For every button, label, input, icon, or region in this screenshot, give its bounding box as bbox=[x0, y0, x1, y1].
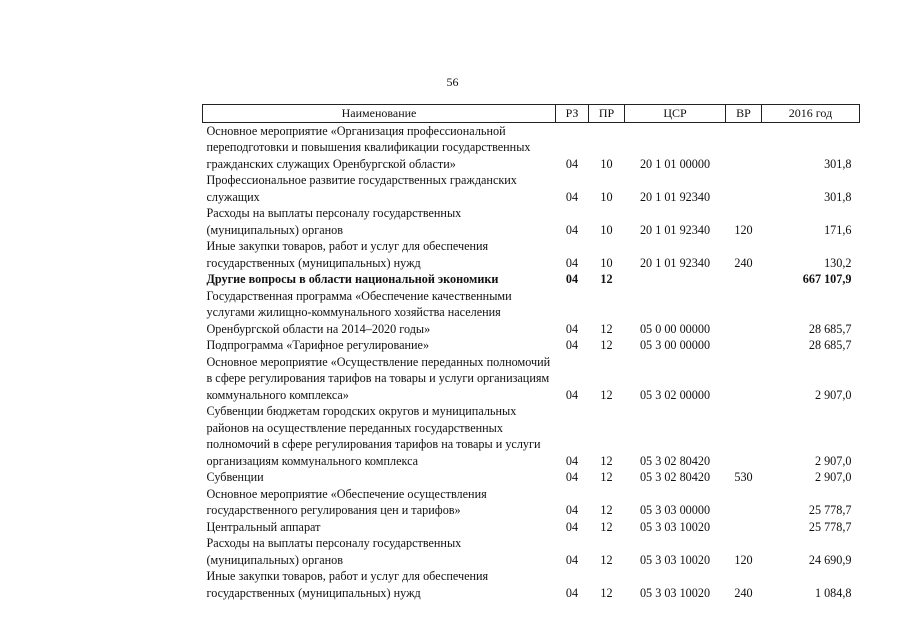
row-amount: 171,6 bbox=[824, 222, 852, 237]
row-vr bbox=[726, 288, 762, 338]
table-row bbox=[203, 568, 860, 601]
row-amount: 1 084,8 bbox=[814, 585, 852, 600]
row-vr bbox=[726, 122, 762, 172]
row-name: Основное мероприятие «Обеспечение осуществления государственного регулирования цен и тарифов» bbox=[206, 486, 487, 517]
row-csr: 20 1 01 92340 bbox=[639, 255, 711, 270]
budget-table bbox=[202, 104, 860, 601]
header-rz: РЗ bbox=[556, 105, 589, 123]
row-pr: 12 bbox=[600, 272, 613, 286]
row-csr: 20 1 01 00000 bbox=[639, 156, 711, 171]
row-amount: 25 778,7 bbox=[808, 503, 852, 517]
page-number: 56 bbox=[446, 75, 459, 89]
row-csr: 05 0 00 00000 bbox=[639, 321, 711, 336]
row-name: Подпрограмма «Тарифное регулирование» bbox=[206, 338, 430, 352]
row-rz: 04 bbox=[565, 470, 579, 484]
row-vr bbox=[726, 519, 762, 536]
row-amount: 301,8 bbox=[824, 189, 852, 204]
row-name: Основное мероприятие «Осуществление переданных полномочий в сфере регулирования тарифов на товары и услуги организациям коммунального комплекса» bbox=[206, 354, 551, 402]
row-csr: 05 3 02 80420 bbox=[639, 470, 711, 484]
header-name: Наименование bbox=[203, 105, 556, 123]
table-row bbox=[203, 238, 860, 271]
row-amount: 2 907,0 bbox=[814, 453, 852, 468]
row-amount: 130,2 bbox=[824, 255, 852, 270]
row-vr bbox=[726, 403, 762, 469]
header-vr: ВР bbox=[726, 105, 762, 123]
row-amount: 667 107,9 bbox=[802, 272, 852, 286]
row-pr: 12 bbox=[600, 453, 613, 468]
row-name: Субвенции бюджетам городских округов и муниципальных районов на осуществление переданных государственных полномочий в сфере регулирования тарифов на товары и услуги организациям коммунального комплекса bbox=[206, 404, 541, 468]
row-amount: 2 907,0 bbox=[814, 470, 852, 484]
row-csr: 20 1 01 92340 bbox=[639, 189, 711, 204]
row-pr: 10 bbox=[600, 156, 613, 171]
row-rz: 04 bbox=[565, 321, 579, 336]
table-row bbox=[203, 288, 860, 338]
row-csr: 05 3 03 00000 bbox=[639, 503, 711, 517]
table-row bbox=[203, 519, 860, 536]
table-header-row bbox=[203, 105, 860, 123]
row-rz: 04 bbox=[565, 552, 579, 567]
row-name: Иные закупки товаров, работ и услуг для обеспечения государственных (муниципальных) нужд bbox=[206, 569, 489, 600]
row-pr: 10 bbox=[600, 255, 613, 270]
row-rz: 04 bbox=[565, 519, 579, 534]
row-rz: 04 bbox=[565, 387, 579, 402]
table-row bbox=[203, 535, 860, 568]
table-row bbox=[203, 271, 860, 288]
row-csr: 05 3 03 10020 bbox=[639, 519, 711, 534]
row-vr bbox=[726, 354, 762, 404]
row-vr: 120 bbox=[734, 222, 753, 237]
row-pr: 12 bbox=[600, 321, 613, 336]
row-csr: 05 3 02 80420 bbox=[639, 453, 711, 468]
row-amount: 28 685,7 bbox=[808, 338, 852, 352]
row-vr: 240 bbox=[734, 585, 753, 600]
row-amount: 28 685,7 bbox=[808, 321, 852, 336]
header-year: 2016 год bbox=[762, 105, 860, 123]
row-rz: 04 bbox=[565, 585, 579, 600]
row-name: Иные закупки товаров, работ и услуг для обеспечения государственных (муниципальных) нужд bbox=[206, 239, 489, 270]
row-name: Субвенции bbox=[206, 470, 264, 484]
row-name: Центральный аппарат bbox=[206, 519, 321, 534]
row-vr bbox=[726, 172, 762, 205]
row-amount: 24 690,9 bbox=[808, 552, 852, 567]
row-rz: 04 bbox=[565, 222, 579, 237]
table-row bbox=[203, 354, 860, 404]
header-pr: ПР bbox=[589, 105, 625, 123]
row-pr: 12 bbox=[600, 503, 613, 517]
row-rz: 04 bbox=[565, 156, 579, 171]
row-vr bbox=[726, 337, 762, 354]
row-csr: 05 3 03 10020 bbox=[639, 552, 711, 567]
table-body bbox=[203, 122, 860, 601]
table-row bbox=[203, 469, 860, 486]
table-row bbox=[203, 403, 860, 469]
row-amount: 2 907,0 bbox=[814, 387, 852, 402]
row-pr: 12 bbox=[600, 552, 613, 567]
table-row bbox=[203, 337, 860, 354]
header-csr: ЦСР bbox=[625, 105, 726, 123]
row-rz: 04 bbox=[565, 189, 579, 204]
row-name: Другие вопросы в области национальной экономики bbox=[206, 272, 499, 286]
row-rz: 04 bbox=[565, 338, 579, 352]
row-pr: 12 bbox=[600, 519, 613, 534]
row-vr: 120 bbox=[734, 552, 753, 567]
row-name: Государственная программа «Обеспечение качественными услугами жилищно-коммунального хозяйства населения Оренбургской области на 2014–2020 годы» bbox=[206, 288, 512, 336]
row-pr: 10 bbox=[600, 222, 613, 237]
row-vr bbox=[726, 486, 762, 519]
row-rz: 04 bbox=[565, 453, 579, 468]
table-row bbox=[203, 122, 860, 172]
row-csr: 05 3 03 10020 bbox=[639, 585, 711, 600]
table-row bbox=[203, 172, 860, 205]
table-row bbox=[203, 486, 860, 519]
row-name: Расходы на выплаты персоналу государственных (муниципальных) органов bbox=[206, 536, 462, 567]
row-pr: 10 bbox=[600, 189, 613, 204]
row-rz: 04 bbox=[565, 255, 579, 270]
row-amount: 301,8 bbox=[824, 156, 852, 171]
row-csr: 05 3 00 00000 bbox=[639, 338, 711, 352]
row-name: Расходы на выплаты персоналу государственных (муниципальных) органов bbox=[206, 206, 462, 237]
row-name: Основное мероприятие «Организация профессиональной переподготовки и повышения квалификации государственных гражданских служащих Оренбургской области» bbox=[206, 123, 531, 171]
row-amount: 25 778,7 bbox=[808, 519, 852, 534]
row-pr: 12 bbox=[600, 470, 613, 484]
row-pr: 12 bbox=[600, 338, 613, 352]
row-rz: 04 bbox=[565, 272, 579, 286]
row-csr bbox=[625, 271, 726, 288]
row-csr: 20 1 01 92340 bbox=[639, 222, 711, 237]
row-pr: 12 bbox=[600, 387, 613, 402]
row-name: Профессиональное развитие государственных гражданских служащих bbox=[206, 173, 517, 204]
row-pr: 12 bbox=[600, 585, 613, 600]
row-vr bbox=[726, 271, 762, 288]
table-row bbox=[203, 205, 860, 238]
row-vr: 240 bbox=[734, 255, 753, 270]
row-csr: 05 3 02 00000 bbox=[639, 387, 711, 402]
row-vr: 530 bbox=[734, 470, 753, 484]
row-rz: 04 bbox=[565, 503, 579, 517]
